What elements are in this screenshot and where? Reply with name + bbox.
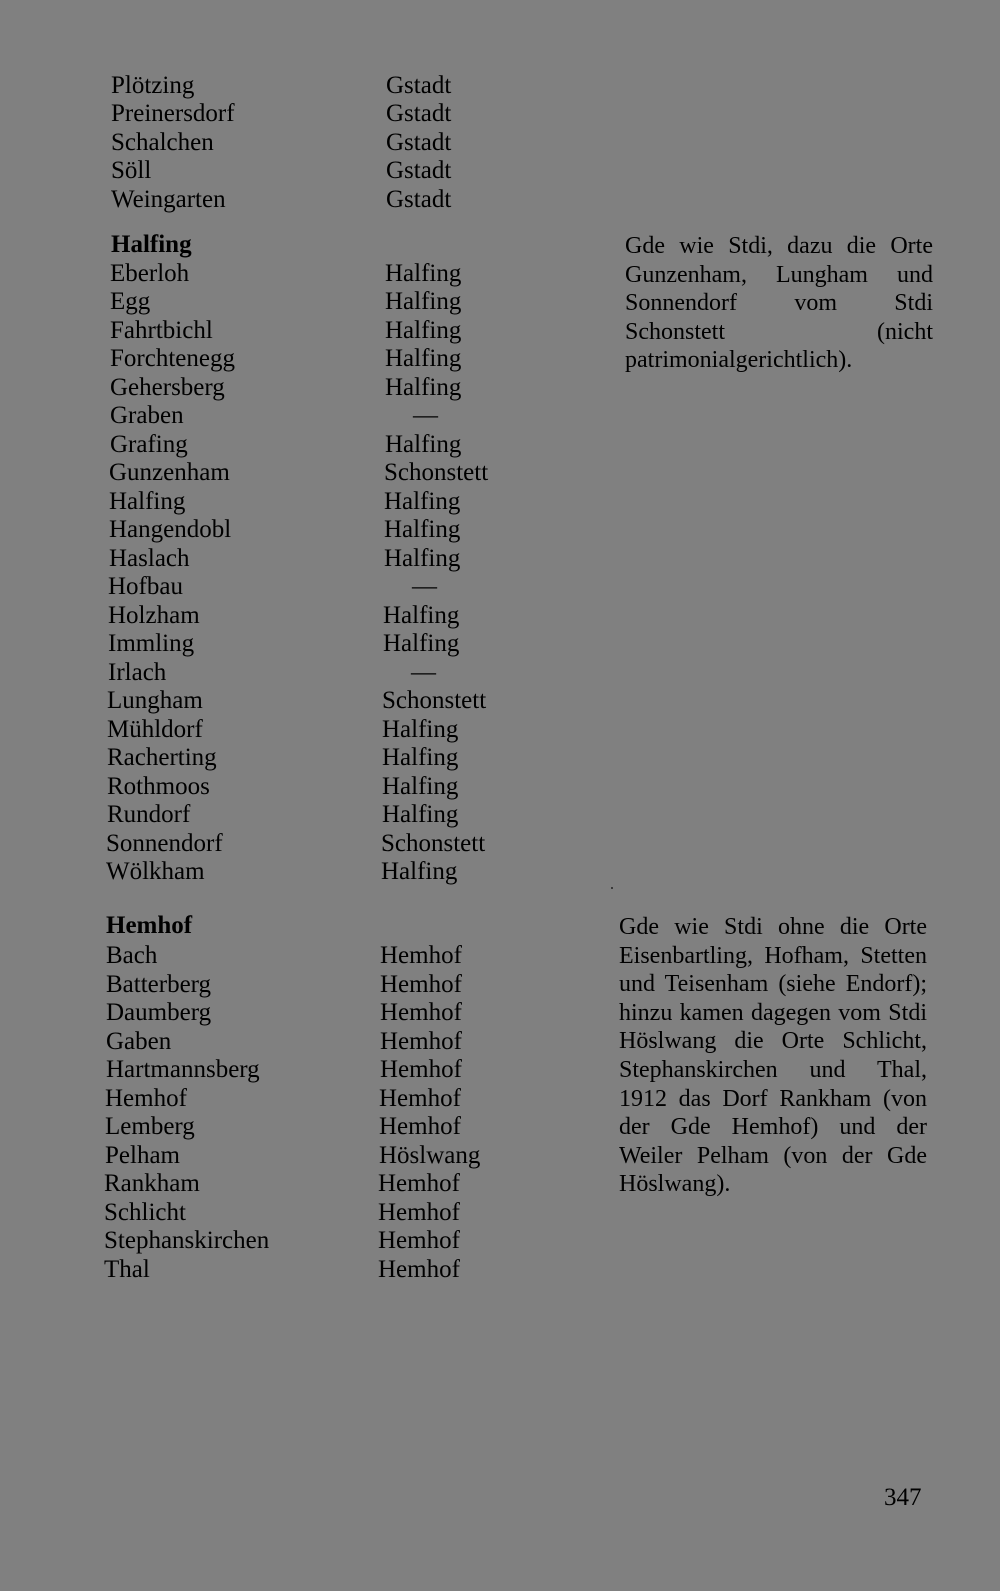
court-name: Halfing bbox=[382, 801, 459, 828]
court-name: Gstadt bbox=[386, 72, 452, 99]
court-name: Halfing bbox=[382, 716, 459, 743]
court-name: Hemhof bbox=[378, 1256, 460, 1283]
court-name: Halfing bbox=[385, 260, 462, 287]
place-name: Fahrtbichl bbox=[110, 317, 213, 344]
page-number: 347 bbox=[884, 1484, 922, 1511]
court-name: Höslwang bbox=[379, 1142, 481, 1169]
place-name: Racherting bbox=[107, 744, 217, 771]
place-name: Schalchen bbox=[111, 129, 214, 156]
place-name: Gaben bbox=[106, 1028, 172, 1055]
section-heading: Halfing bbox=[111, 231, 192, 258]
court-name: — bbox=[411, 659, 436, 686]
place-name: Wölkham bbox=[106, 858, 205, 885]
court-name: Halfing bbox=[385, 317, 462, 344]
court-name: — bbox=[413, 402, 438, 429]
section-heading: Hemhof bbox=[106, 912, 193, 939]
place-name: Plötzing bbox=[111, 72, 195, 99]
section-note: Gde wie Stdi, dazu die Orte Gunzenham, Lungham und Sonnendorf vom Stdi Schonstett (nicht patrimonialgerichtlich). bbox=[625, 233, 933, 374]
place-name: Grafing bbox=[110, 431, 188, 458]
place-name: Halfing bbox=[109, 488, 186, 515]
court-name: Schonstett bbox=[381, 830, 486, 857]
place-name: Thal bbox=[104, 1256, 150, 1283]
place-name: Sonnendorf bbox=[106, 830, 223, 857]
court-name: Hemhof bbox=[380, 1028, 462, 1055]
court-name: Hemhof bbox=[379, 1113, 461, 1140]
court-name: Halfing bbox=[383, 602, 460, 629]
place-name: Hartmannsberg bbox=[106, 1056, 260, 1083]
place-name: Lungham bbox=[107, 687, 203, 714]
print-speck bbox=[611, 887, 613, 889]
court-name: Schonstett bbox=[384, 459, 489, 486]
court-name: Halfing bbox=[385, 345, 462, 372]
place-name: Haslach bbox=[109, 545, 190, 572]
section-note: Gde wie Stdi ohne die Orte Eisenbartling, Hofham, Stetten und Teisenham (siehe Endorf); hinzu kamen dagegen vom Stdi Höslwang die Orte Schlicht, Stephanskirchen und Thal, 1912 das Dorf Rankham (von der Gde Hemhof) und der Weiler Pelham (von der Gde Höslwang). bbox=[619, 914, 927, 1198]
place-name: Lemberg bbox=[105, 1113, 195, 1140]
place-name: Pelham bbox=[105, 1142, 180, 1169]
court-name: Halfing bbox=[384, 488, 461, 515]
place-name: Hofbau bbox=[108, 573, 183, 600]
court-name: Hemhof bbox=[380, 942, 462, 969]
court-name: Halfing bbox=[385, 374, 462, 401]
place-name: Forchtenegg bbox=[110, 345, 235, 372]
place-name: Stephanskirchen bbox=[104, 1227, 270, 1254]
court-name: Gstadt bbox=[386, 100, 452, 127]
place-name: Mühldorf bbox=[107, 716, 203, 743]
court-name: Halfing bbox=[384, 516, 461, 543]
court-name: Halfing bbox=[385, 431, 462, 458]
court-name: Gstadt bbox=[386, 129, 452, 156]
place-name: Holzham bbox=[108, 602, 200, 629]
place-name: Immling bbox=[108, 630, 195, 657]
court-name: Hemhof bbox=[378, 1170, 460, 1197]
court-name: Hemhof bbox=[380, 999, 462, 1026]
court-name: Halfing bbox=[383, 630, 460, 657]
place-name: Bach bbox=[106, 942, 158, 969]
place-name: Hemhof bbox=[105, 1085, 187, 1112]
court-name: Hemhof bbox=[378, 1199, 460, 1226]
place-name: Graben bbox=[110, 402, 184, 429]
court-name: Hemhof bbox=[380, 1056, 462, 1083]
court-name: Halfing bbox=[384, 545, 461, 572]
place-name: Gunzenham bbox=[109, 459, 230, 486]
place-name: Irlach bbox=[108, 659, 167, 686]
place-name: Daumberg bbox=[106, 999, 212, 1026]
court-name: Hemhof bbox=[380, 971, 462, 998]
court-name: Halfing bbox=[382, 773, 459, 800]
place-name: Weingarten bbox=[111, 186, 226, 213]
place-name: Rundorf bbox=[107, 801, 191, 828]
court-name: Hemhof bbox=[378, 1227, 460, 1254]
place-name: Hangendobl bbox=[109, 516, 232, 543]
place-name: Preinersdorf bbox=[111, 100, 235, 127]
court-name: Halfing bbox=[382, 744, 459, 771]
place-name: Egg bbox=[110, 288, 151, 315]
place-name: Batterberg bbox=[106, 971, 212, 998]
place-name: Rankham bbox=[104, 1170, 200, 1197]
place-name: Schlicht bbox=[104, 1199, 186, 1226]
court-name: — bbox=[412, 573, 437, 600]
place-name: Rothmoos bbox=[107, 773, 210, 800]
court-name: Gstadt bbox=[386, 186, 452, 213]
court-name: Hemhof bbox=[379, 1085, 461, 1112]
court-name: Gstadt bbox=[386, 157, 452, 184]
court-name: Schonstett bbox=[382, 687, 487, 714]
court-name: Halfing bbox=[385, 288, 462, 315]
place-name: Söll bbox=[111, 157, 152, 184]
court-name: Halfing bbox=[381, 858, 458, 885]
place-name: Gehersberg bbox=[110, 374, 225, 401]
place-name: Eberloh bbox=[110, 260, 190, 287]
